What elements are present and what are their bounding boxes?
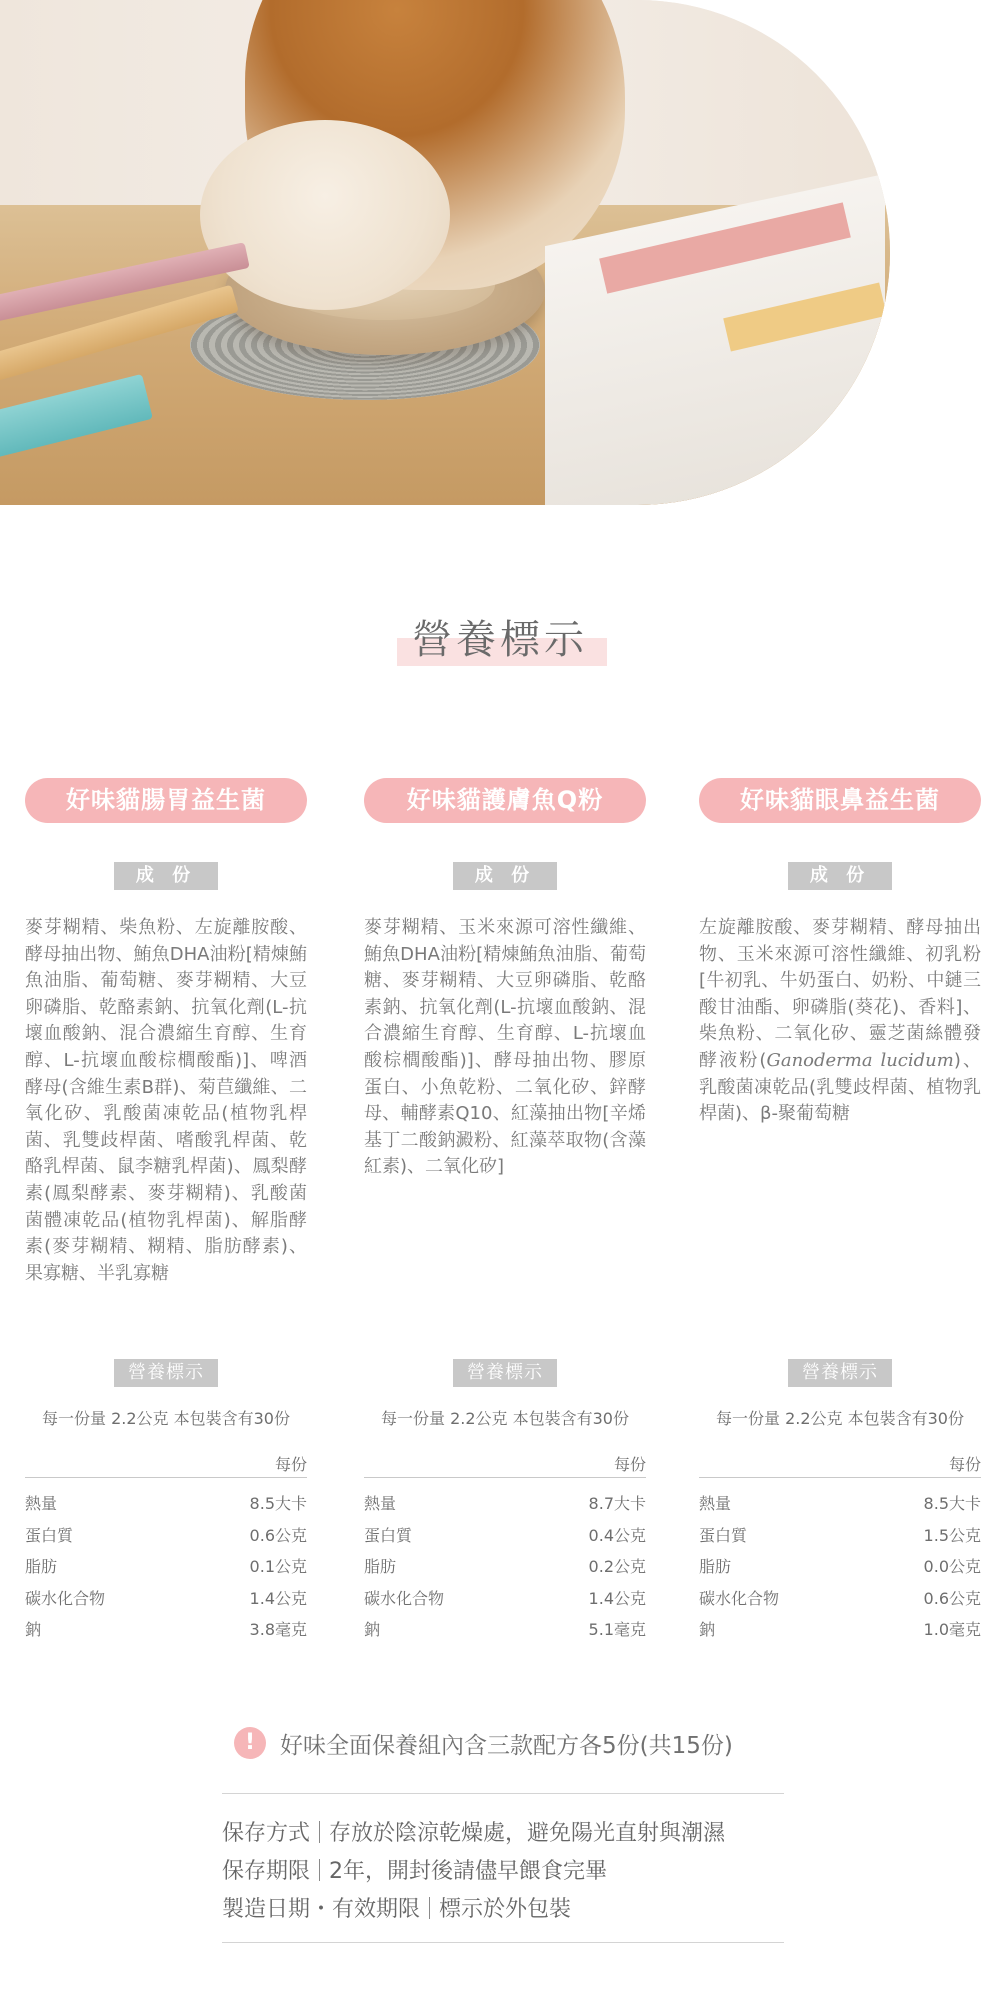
serving-size: 每一份量 2.2公克 本包裝含有30份 [42,1409,290,1428]
nutrient-value: 0.1公克 [249,1557,307,1576]
nutrient-name: 碳水化合物 [364,1588,445,1608]
nutrient-value: 8.5大卡 [249,1494,307,1513]
ingredients-label: 成 份 [453,862,557,890]
nutrition-row [699,1583,981,1615]
storage-label: 保存期限 [222,1859,311,1884]
nutrient-value: 1.4公克 [249,1588,307,1608]
storage-info [222,1815,784,1929]
nutrient-name: 鈉 [25,1620,42,1639]
nutrient-name: 蛋白質 [699,1525,748,1545]
product-name-pill: 好味貓眼鼻益生菌 [699,778,981,823]
nutrient-name: 碳水化合物 [25,1588,106,1608]
storage-label: 保存方式 [222,1821,311,1846]
product-name-pill: 好味貓腸胃益生菌 [25,778,307,823]
nutrition-row [25,1488,307,1520]
nutrition-row [699,1551,981,1583]
serving-size: 每一份量 2.2公克 本包裝含有30份 [381,1409,629,1428]
nutrient-value: 0.6公克 [249,1525,307,1545]
storage-row [222,1891,784,1929]
separator [319,1821,320,1843]
nutrient-value: 1.0毫克 [923,1620,981,1639]
nutrition-row [364,1614,646,1646]
nutrition-row [25,1583,307,1615]
storage-row [222,1853,784,1891]
nutrient-name: 蛋白質 [25,1525,74,1545]
per-serving-header: 每份 [948,1455,981,1474]
nutrition-table [699,1488,981,1646]
table-divider [699,1477,981,1478]
nutrition-label: 營養標示 [114,1359,218,1387]
nutrient-name: 熱量 [699,1494,732,1513]
divider-top [222,1793,784,1794]
nutrient-value: 0.2公克 [588,1557,646,1576]
product-column-2 [364,778,646,1639]
storage-value: 2年，開封後請儘早餵食完畢 [329,1859,608,1884]
per-serving-header: 每份 [274,1455,307,1474]
nutrition-row [364,1583,646,1615]
nutrient-value: 1.5公克 [923,1525,981,1545]
nutrient-name: 蛋白質 [364,1525,413,1545]
nutrient-value: 8.7大卡 [588,1494,646,1513]
storage-value: 存放於陰涼乾燥處，避免陽光直射與潮濕 [329,1821,726,1846]
separator [429,1897,430,1919]
nutrition-row [364,1551,646,1583]
nutrient-name: 脂肪 [25,1557,58,1576]
nutrition-label: 營養標示 [453,1359,557,1387]
nutrient-value: 0.0公克 [923,1557,981,1576]
page-title: 營養標示 [412,617,588,663]
serving-size: 每一份量 2.2公克 本包裝含有30份 [716,1409,964,1428]
nutrition-table [364,1488,646,1646]
nutrition-row [699,1614,981,1646]
nutrition-row [364,1520,646,1552]
storage-value: 標示於外包裝 [439,1897,572,1922]
hero-image [0,0,1000,505]
nutrient-value: 0.4公克 [588,1525,646,1545]
nutrient-name: 碳水化合物 [699,1588,780,1608]
ingredients-text [699,915,981,1128]
nutrient-name: 熱量 [364,1494,397,1513]
separator [319,1859,320,1881]
ingredients-text-part: 左旋離胺酸、麥芽糊精、酵母抽出物、玉米來源可溶性纖維、初乳粉[牛初乳、牛奶蛋白、奶粉、中鏈三酸甘油酯、卵磷脂(葵花)、香料]、柴魚粉、二氧化矽、靈芝菌絲體發酵液粉( [699,917,981,1071]
nutrient-value: 0.6公克 [923,1588,981,1608]
product-column-3 [699,778,981,1639]
nutrient-name: 熱量 [25,1494,58,1513]
nutrient-name: 鈉 [364,1620,381,1639]
table-divider [25,1477,307,1478]
product-column-1 [25,778,307,1639]
ingredients-text: 麥芽糊精、玉米來源可溶性纖維、鮪魚DHA油粉[精煉鮪魚油脂、葡萄糖、麥芽糊精、大豆卵磷脂、乾酪素鈉、抗氧化劑(L-抗壞血酸鈉、混合濃縮生育醇、生育醇、L-抗壞血酸棕櫚酸酯)]、酵母抽出物、膠原蛋白、小魚乾粉、二氧化矽、鋅酵母、輔酵素Q10、紅藻抽出物[辛烯基丁二酸鈉澱粉、紅藻萃取物(含藻紅素)、二氧化矽] [364,917,646,1178]
nutrient-name: 脂肪 [364,1557,397,1576]
ingredients-label: 成 份 [788,862,892,890]
nutrient-value: 3.8毫克 [249,1620,307,1639]
photo-cat-face [200,120,450,310]
section-title-wrap [0,608,1000,665]
nutrient-value: 5.1毫克 [588,1620,646,1639]
storage-label: 製造日期・有效期限 [222,1897,421,1922]
nutrition-row [25,1520,307,1552]
nutrition-table [25,1488,307,1646]
nutrition-row [364,1488,646,1520]
nutrition-row [699,1520,981,1552]
exclamation-icon: ! [234,1727,266,1759]
table-divider [364,1477,646,1478]
nutrition-row [699,1488,981,1520]
ingredients-label: 成 份 [114,862,218,890]
nutrient-value: 8.5大卡 [923,1494,981,1513]
ingredients-text-part: )、乳酸菌凍乾品(乳雙歧桿菌、植物乳桿菌)、β-聚葡萄糖 [699,1049,981,1125]
ingredients-latin-name: Ganoderma lucidum [766,1049,954,1071]
package-notice [234,1723,733,1763]
divider-bottom [222,1942,784,1943]
product-name-pill: 好味貓護膚魚Q粉 [364,778,646,823]
notice-text: 好味全面保養組內含三款配方各5份(共15份) [280,1732,733,1759]
per-serving-header: 每份 [613,1455,646,1474]
nutrient-name: 脂肪 [699,1557,732,1576]
ingredients-text: 麥芽糊精、柴魚粉、左旋離胺酸、酵母抽出物、鮪魚DHA油粉[精煉鮪魚油脂、葡萄糖、麥芽糊精、大豆卵磷脂、乾酪素鈉、抗氧化劑(L-抗壞血酸鈉、混合濃縮生育醇、生育醇、L-抗壞血酸棕櫚酸酯)]、啤酒酵母(含維生素B群)、菊苣纖維、二氧化矽、乳酸菌凍乾品(植物乳桿菌、乳雙歧桿菌、嗜酸乳桿菌、乾酪乳桿菌、鼠李糖乳桿菌)、鳳梨酵素(鳳梨酵素、麥芽糊精)、乳酸菌菌體凍乾品(植物乳桿菌)、解脂酵素(麥芽糊精、糊精、脂肪酵素)、果寡糖、半乳寡糖 [25,917,307,1284]
nutrition-row [25,1614,307,1646]
nutrition-row [25,1551,307,1583]
nutrient-value: 1.4公克 [588,1588,646,1608]
storage-row [222,1815,784,1853]
nutrient-name: 鈉 [699,1620,716,1639]
cat-eating-photo [0,0,890,505]
nutrition-label: 營養標示 [788,1359,892,1387]
